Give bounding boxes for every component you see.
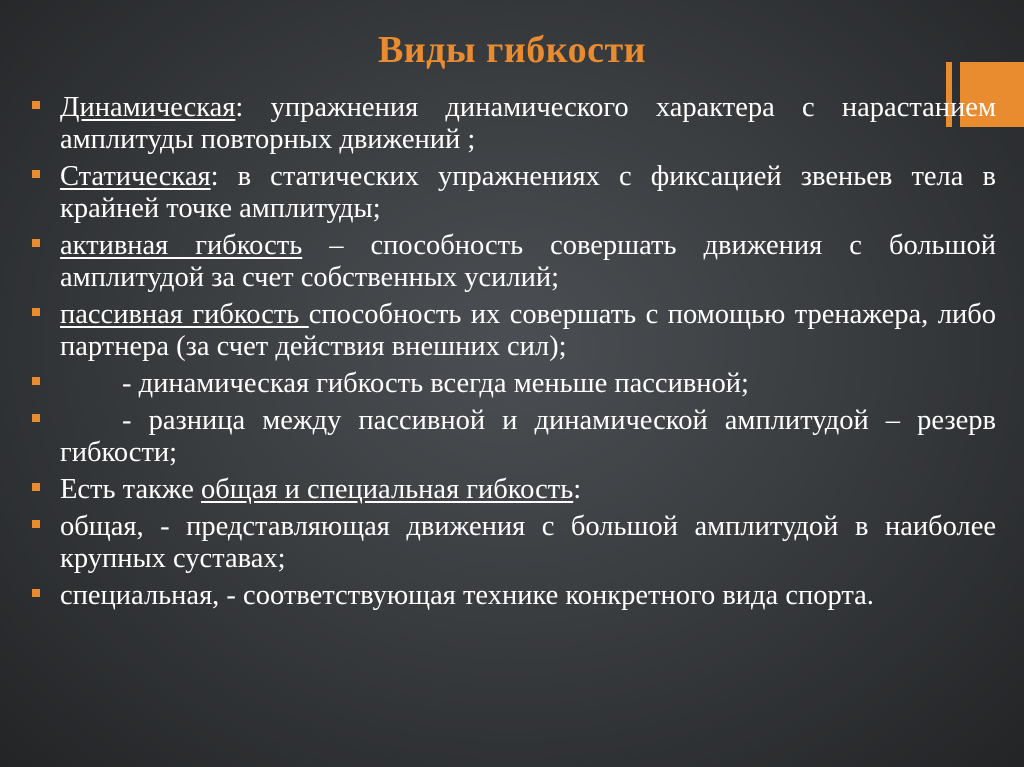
- list-item: [30, 580, 996, 612]
- square-bullet-icon: [32, 483, 40, 491]
- item-text: - разница между пассивной и динамической амплитудой – резерв гибкости;: [60, 405, 996, 468]
- bullet-list: [30, 92, 996, 617]
- list-item: [30, 92, 996, 156]
- item-text: - динамическая гибкость всегда меньше пассивной;: [122, 368, 749, 399]
- square-bullet-icon: [32, 377, 40, 385]
- term-underlined: пассивная гибкость: [60, 299, 309, 330]
- item-text: в статических упражнениях с фиксацией звеньев тела в крайней точке амплитуды;: [60, 161, 996, 224]
- list-item: [30, 368, 996, 400]
- list-item: [30, 405, 996, 469]
- term-underlined: Статическая: [60, 161, 211, 192]
- item-text: упражнения динамического характера с нарастанием амплитуды повторных движений ;: [60, 92, 996, 155]
- term-separator: :: [210, 161, 219, 192]
- item-prefix: Есть также: [60, 474, 202, 505]
- item-text: общая, - представляющая движения с большой амплитудой в наиболее крупных суставах;: [60, 511, 996, 574]
- list-item: [30, 230, 996, 294]
- slide-title: Виды гибкости: [377, 29, 647, 71]
- item-text: – способность совершать движения с большой амплитудой за счет собственных усилий;: [60, 230, 997, 293]
- square-bullet-icon: [32, 101, 40, 109]
- list-item: [30, 161, 996, 225]
- list-item: [30, 511, 996, 575]
- square-bullet-icon: [32, 414, 40, 422]
- term-separator: :: [235, 92, 244, 123]
- term-underlined: активная гибкость: [60, 230, 303, 261]
- square-bullet-icon: [32, 520, 40, 528]
- list-item: [30, 299, 996, 363]
- item-text: специальная, - соответствующая технике конкретного вида спорта.: [60, 580, 874, 611]
- square-bullet-icon: [32, 239, 40, 247]
- list-item: [30, 474, 996, 506]
- square-bullet-icon: [32, 170, 40, 178]
- item-text: способность их совершать с помощью тренажера, либо партнера (за счет действия внешних сил);: [60, 299, 996, 362]
- item-text: :: [573, 474, 582, 505]
- square-bullet-icon: [32, 308, 40, 316]
- term-underlined: Динамическая: [60, 92, 236, 123]
- square-bullet-icon: [32, 589, 40, 597]
- term-underlined: общая и специальная гибкость: [201, 474, 574, 505]
